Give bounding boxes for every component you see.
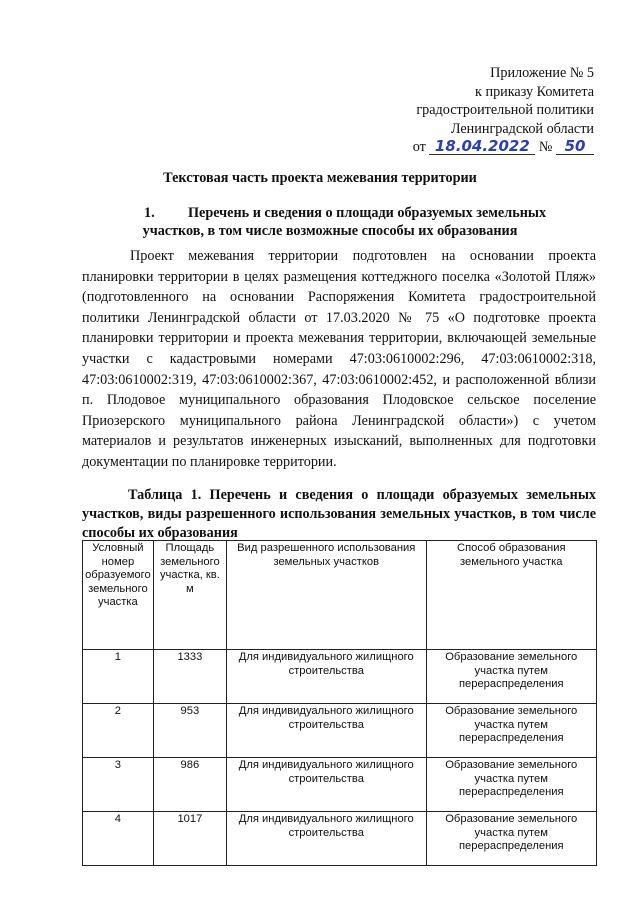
table-row <box>83 650 597 704</box>
header-formation-method: Способ образования земельного участка <box>426 541 596 650</box>
cell-permitted-use: Для индивидуального жилищного строительства <box>226 704 426 758</box>
section-heading-line-1: Перечень и сведения о площади образуемых земельных <box>188 205 547 221</box>
cell-permitted-use: Для индивидуального жилищного строительства <box>226 650 426 704</box>
body-paragraph <box>82 246 596 473</box>
appendix-header <box>413 64 594 157</box>
cell-plot-area: 1017 <box>153 812 226 866</box>
cell-plot-area: 1333 <box>153 650 226 704</box>
document-title: Текстовая часть проекта межевания территории <box>163 170 477 186</box>
section-heading <box>80 204 600 240</box>
section-heading-line-2: участков, в том числе возможные способы их образования <box>142 223 518 239</box>
appendix-line-2: к приказу Комитета <box>475 83 594 100</box>
table-header-row <box>83 541 597 650</box>
table-caption <box>82 486 596 543</box>
cell-plot-area: 953 <box>153 704 226 758</box>
cell-formation-method: Образование земельного участка путем перераспределения <box>426 812 596 866</box>
date-prefix: от <box>412 139 426 156</box>
section-number: 1. <box>144 205 155 221</box>
body-paragraph-text: Проект межевания территории подготовлен на основании проекта планировки территории в целях размещения коттеджного поселка «Золотой Пляж» (подготовленного на основании Распоряжения Комитета градостроительной политики Ленинградской области от 17.03.2020 № 75 «О подготовке проекта планировки территории и проекта межевания территории, включающей земельные участки с кадастровыми номерами 47:03:0610002:296, 47:03:0610002:318, 47:03:0610002:319, 47:03:0610002:367, 47:03:0610002:452, и расположенной вблизи п. Плодовое муниципального образования Плодовское сельское поселение Приозерского муниципального района Ленинградской области») с учетом материалов и результатов инженерных изысканий, выполненных для подготовки документации по планировке территории. <box>82 248 596 470</box>
appendix-line-1: Приложение № 5 <box>490 65 594 81</box>
number-sign: № <box>538 139 553 156</box>
cell-plot-number: 3 <box>83 758 154 812</box>
table-row <box>83 812 597 866</box>
cell-formation-method: Образование земельного участка путем перераспределения <box>426 758 596 812</box>
header-permitted-use: Вид разрешенного использования земельных участков <box>226 541 426 650</box>
cell-plot-area: 986 <box>153 758 226 812</box>
appendix-line-3: градостроительной политики <box>416 102 594 119</box>
cell-formation-method: Образование земельного участка путем перераспределения <box>426 704 596 758</box>
header-plot-area: Площадь земельного участка, кв. м <box>153 541 226 650</box>
cell-plot-number: 4 <box>83 812 154 866</box>
header-plot-number: Условный номер образуемого земельного участка <box>83 541 154 650</box>
land-plots-table <box>82 540 597 866</box>
cell-permitted-use: Для индивидуального жилищного строительства <box>226 758 426 812</box>
cell-plot-number: 2 <box>83 704 154 758</box>
cell-permitted-use: Для индивидуального жилищного строительства <box>226 812 426 866</box>
table-row <box>83 758 597 812</box>
handwritten-number: 50 <box>556 139 594 155</box>
appendix-date-line <box>413 138 594 157</box>
table-caption-text: Таблица 1. Перечень и сведения о площади образуемых земельных участков, виды разрешенного использования земельных участков, в том числе способы их образования <box>82 487 596 541</box>
cell-plot-number: 1 <box>83 650 154 704</box>
cell-formation-method: Образование земельного участка путем перераспределения <box>426 650 596 704</box>
handwritten-date: 18.04.2022 <box>429 139 535 155</box>
appendix-line-4: Ленинградской области <box>450 120 594 137</box>
table-row <box>83 704 597 758</box>
